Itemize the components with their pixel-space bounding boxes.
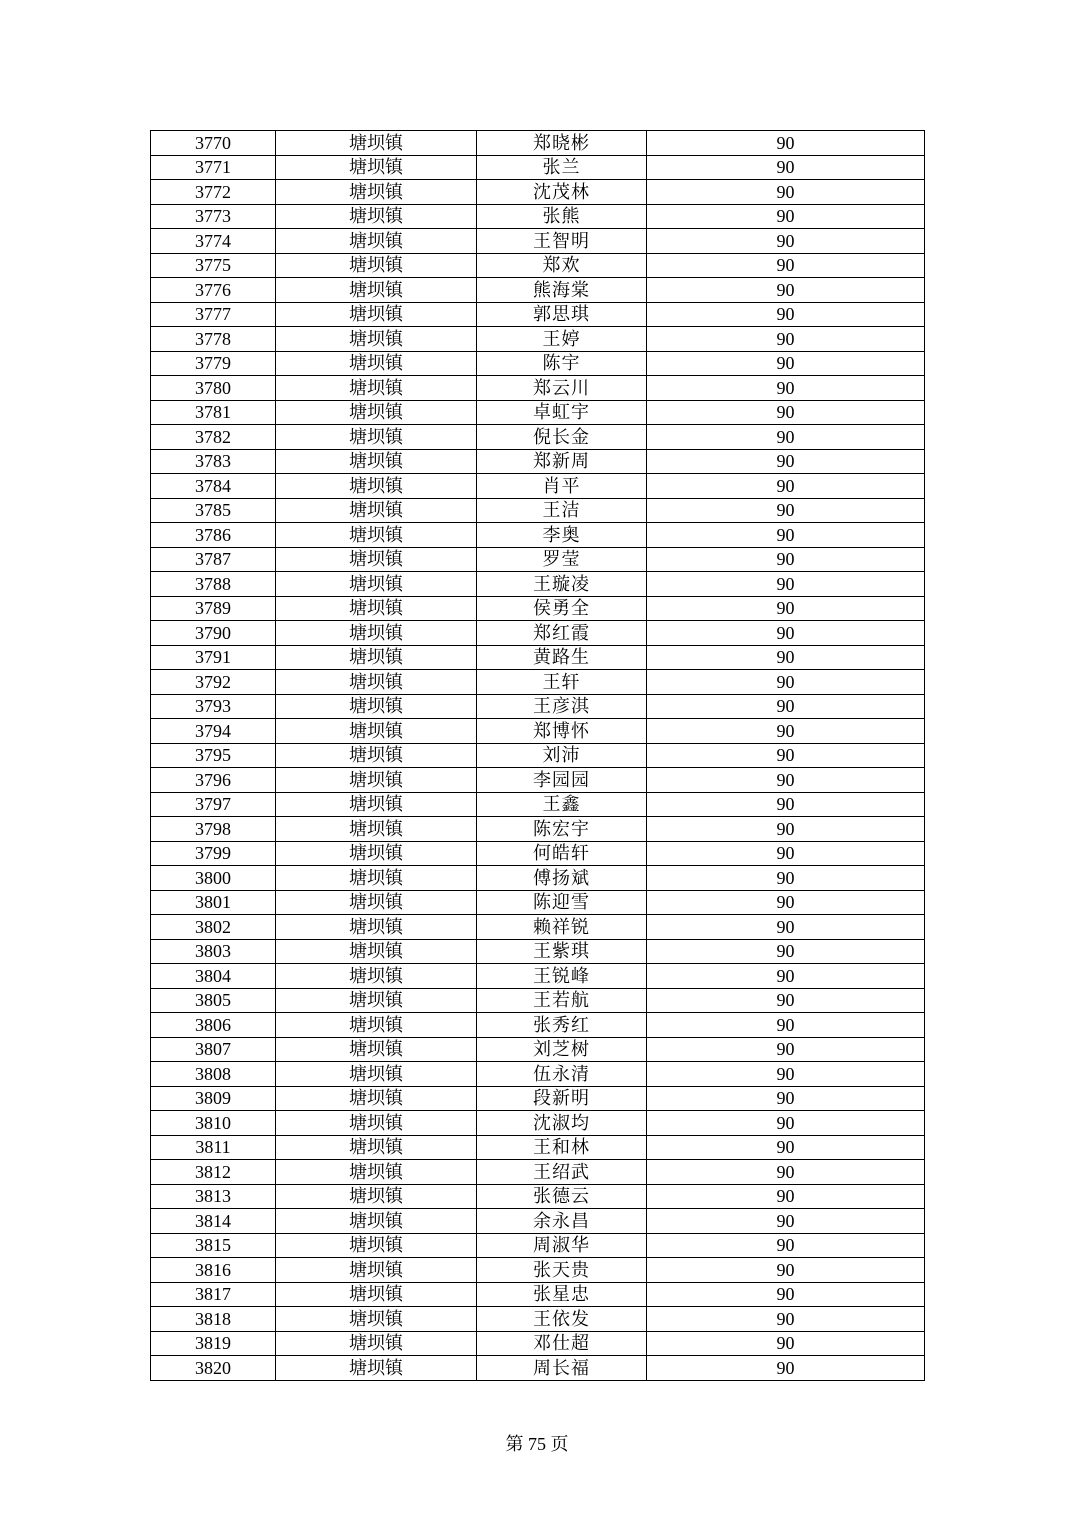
score-cell: 90 xyxy=(647,204,925,229)
town-cell: 塘坝镇 xyxy=(276,841,477,866)
score-cell: 90 xyxy=(647,866,925,891)
town-cell: 塘坝镇 xyxy=(276,670,477,695)
serial-number-cell: 3809 xyxy=(151,1086,276,1111)
town-cell: 塘坝镇 xyxy=(276,1331,477,1356)
name-cell: 郑新周 xyxy=(477,449,647,474)
town-cell: 塘坝镇 xyxy=(276,939,477,964)
name-cell: 卓虹宇 xyxy=(477,400,647,425)
town-cell: 塘坝镇 xyxy=(276,449,477,474)
table-row xyxy=(151,915,925,940)
serial-number-cell: 3802 xyxy=(151,915,276,940)
name-cell: 王洁 xyxy=(477,498,647,523)
serial-number-cell: 3816 xyxy=(151,1258,276,1283)
serial-number-cell: 3819 xyxy=(151,1331,276,1356)
table-row xyxy=(151,621,925,646)
serial-number-cell: 3806 xyxy=(151,1013,276,1038)
table-row xyxy=(151,1135,925,1160)
serial-number-cell: 3800 xyxy=(151,866,276,891)
town-cell: 塘坝镇 xyxy=(276,1233,477,1258)
name-cell: 熊海棠 xyxy=(477,278,647,303)
score-cell: 90 xyxy=(647,376,925,401)
name-cell: 沈淑均 xyxy=(477,1111,647,1136)
town-cell: 塘坝镇 xyxy=(276,1086,477,1111)
serial-number-cell: 3801 xyxy=(151,890,276,915)
town-cell: 塘坝镇 xyxy=(276,474,477,499)
serial-number-cell: 3813 xyxy=(151,1184,276,1209)
town-cell: 塘坝镇 xyxy=(276,498,477,523)
score-cell: 90 xyxy=(647,645,925,670)
score-cell: 90 xyxy=(647,425,925,450)
score-cell: 90 xyxy=(647,694,925,719)
name-cell: 李奥 xyxy=(477,523,647,548)
serial-number-cell: 3815 xyxy=(151,1233,276,1258)
score-cell: 90 xyxy=(647,621,925,646)
name-cell: 李园园 xyxy=(477,768,647,793)
serial-number-cell: 3807 xyxy=(151,1037,276,1062)
town-cell: 塘坝镇 xyxy=(276,866,477,891)
town-cell: 塘坝镇 xyxy=(276,1062,477,1087)
serial-number-cell: 3820 xyxy=(151,1356,276,1381)
name-cell: 郭思琪 xyxy=(477,302,647,327)
table-row xyxy=(151,645,925,670)
town-cell: 塘坝镇 xyxy=(276,1135,477,1160)
town-cell: 塘坝镇 xyxy=(276,180,477,205)
serial-number-cell: 3796 xyxy=(151,768,276,793)
name-cell: 张熊 xyxy=(477,204,647,229)
name-cell: 郑红霞 xyxy=(477,621,647,646)
table-row xyxy=(151,474,925,499)
table-row xyxy=(151,425,925,450)
score-cell: 90 xyxy=(647,1356,925,1381)
score-cell: 90 xyxy=(647,719,925,744)
score-cell: 90 xyxy=(647,670,925,695)
serial-number-cell: 3810 xyxy=(151,1111,276,1136)
score-cell: 90 xyxy=(647,1086,925,1111)
score-cell: 90 xyxy=(647,915,925,940)
town-cell: 塘坝镇 xyxy=(276,1356,477,1381)
name-cell: 陈宏宇 xyxy=(477,817,647,842)
score-cell: 90 xyxy=(647,1111,925,1136)
table-row xyxy=(151,1307,925,1332)
score-cell: 90 xyxy=(647,939,925,964)
table-row xyxy=(151,1062,925,1087)
town-cell: 塘坝镇 xyxy=(276,400,477,425)
name-cell: 傅扬斌 xyxy=(477,866,647,891)
table-row xyxy=(151,1282,925,1307)
name-cell: 段新明 xyxy=(477,1086,647,1111)
serial-number-cell: 3805 xyxy=(151,988,276,1013)
table-row xyxy=(151,1356,925,1381)
table-row xyxy=(151,253,925,278)
serial-number-cell: 3798 xyxy=(151,817,276,842)
table-row xyxy=(151,1111,925,1136)
serial-number-cell: 3779 xyxy=(151,351,276,376)
town-cell: 塘坝镇 xyxy=(276,645,477,670)
score-cell: 90 xyxy=(647,1331,925,1356)
name-cell: 沈茂林 xyxy=(477,180,647,205)
serial-number-cell: 3795 xyxy=(151,743,276,768)
table-row xyxy=(151,890,925,915)
name-cell: 郑晓彬 xyxy=(477,131,647,156)
table-row xyxy=(151,1233,925,1258)
table-row xyxy=(151,670,925,695)
table-row xyxy=(151,596,925,621)
table-row xyxy=(151,694,925,719)
town-cell: 塘坝镇 xyxy=(276,1282,477,1307)
serial-number-cell: 3789 xyxy=(151,596,276,621)
table-row xyxy=(151,327,925,352)
name-cell: 陈宇 xyxy=(477,351,647,376)
score-cell: 90 xyxy=(647,792,925,817)
town-cell: 塘坝镇 xyxy=(276,376,477,401)
table-row xyxy=(151,400,925,425)
score-cell: 90 xyxy=(647,1233,925,1258)
name-cell: 王若航 xyxy=(477,988,647,1013)
serial-number-cell: 3787 xyxy=(151,547,276,572)
serial-number-cell: 3784 xyxy=(151,474,276,499)
town-cell: 塘坝镇 xyxy=(276,1258,477,1283)
town-cell: 塘坝镇 xyxy=(276,915,477,940)
name-cell: 郑云川 xyxy=(477,376,647,401)
name-cell: 何皓轩 xyxy=(477,841,647,866)
town-cell: 塘坝镇 xyxy=(276,229,477,254)
serial-number-cell: 3783 xyxy=(151,449,276,474)
town-cell: 塘坝镇 xyxy=(276,1184,477,1209)
town-cell: 塘坝镇 xyxy=(276,1111,477,1136)
name-cell: 王依发 xyxy=(477,1307,647,1332)
table-row xyxy=(151,792,925,817)
table-row xyxy=(151,278,925,303)
name-cell: 张兰 xyxy=(477,155,647,180)
score-cell: 90 xyxy=(647,523,925,548)
serial-number-cell: 3812 xyxy=(151,1160,276,1185)
table-row xyxy=(151,351,925,376)
score-cell: 90 xyxy=(647,1013,925,1038)
serial-number-cell: 3817 xyxy=(151,1282,276,1307)
town-cell: 塘坝镇 xyxy=(276,719,477,744)
serial-number-cell: 3774 xyxy=(151,229,276,254)
town-cell: 塘坝镇 xyxy=(276,1013,477,1038)
serial-number-cell: 3785 xyxy=(151,498,276,523)
name-cell: 黄路生 xyxy=(477,645,647,670)
name-cell: 周长福 xyxy=(477,1356,647,1381)
score-cell: 90 xyxy=(647,229,925,254)
serial-number-cell: 3790 xyxy=(151,621,276,646)
score-cell: 90 xyxy=(647,547,925,572)
town-cell: 塘坝镇 xyxy=(276,792,477,817)
name-cell: 刘沛 xyxy=(477,743,647,768)
table-row xyxy=(151,131,925,156)
serial-number-cell: 3777 xyxy=(151,302,276,327)
score-cell: 90 xyxy=(647,841,925,866)
score-cell: 90 xyxy=(647,327,925,352)
serial-number-cell: 3814 xyxy=(151,1209,276,1234)
town-cell: 塘坝镇 xyxy=(276,1037,477,1062)
serial-number-cell: 3794 xyxy=(151,719,276,744)
page-number: 第 75 页 xyxy=(505,1434,569,1454)
table-row xyxy=(151,1331,925,1356)
serial-number-cell: 3803 xyxy=(151,939,276,964)
table-row xyxy=(151,449,925,474)
name-cell: 周淑华 xyxy=(477,1233,647,1258)
name-cell: 张星忠 xyxy=(477,1282,647,1307)
records-table-body xyxy=(151,131,925,1381)
serial-number-cell: 3799 xyxy=(151,841,276,866)
table-row xyxy=(151,229,925,254)
score-cell: 90 xyxy=(647,988,925,1013)
town-cell: 塘坝镇 xyxy=(276,596,477,621)
score-cell: 90 xyxy=(647,1209,925,1234)
name-cell: 王绍武 xyxy=(477,1160,647,1185)
name-cell: 张天贵 xyxy=(477,1258,647,1283)
table-row xyxy=(151,743,925,768)
score-cell: 90 xyxy=(647,1184,925,1209)
table-row xyxy=(151,572,925,597)
table-row xyxy=(151,204,925,229)
name-cell: 肖平 xyxy=(477,474,647,499)
serial-number-cell: 3811 xyxy=(151,1135,276,1160)
score-cell: 90 xyxy=(647,400,925,425)
serial-number-cell: 3786 xyxy=(151,523,276,548)
score-cell: 90 xyxy=(647,302,925,327)
score-cell: 90 xyxy=(647,743,925,768)
table-row xyxy=(151,180,925,205)
serial-number-cell: 3770 xyxy=(151,131,276,156)
score-cell: 90 xyxy=(647,1037,925,1062)
table-row xyxy=(151,523,925,548)
table-row xyxy=(151,1037,925,1062)
name-cell: 王彦淇 xyxy=(477,694,647,719)
town-cell: 塘坝镇 xyxy=(276,302,477,327)
table-row xyxy=(151,768,925,793)
table-row xyxy=(151,719,925,744)
town-cell: 塘坝镇 xyxy=(276,253,477,278)
name-cell: 张秀红 xyxy=(477,1013,647,1038)
town-cell: 塘坝镇 xyxy=(276,890,477,915)
name-cell: 陈迎雪 xyxy=(477,890,647,915)
town-cell: 塘坝镇 xyxy=(276,547,477,572)
serial-number-cell: 3791 xyxy=(151,645,276,670)
score-cell: 90 xyxy=(647,890,925,915)
name-cell: 邓仕超 xyxy=(477,1331,647,1356)
score-cell: 90 xyxy=(647,1282,925,1307)
serial-number-cell: 3804 xyxy=(151,964,276,989)
serial-number-cell: 3776 xyxy=(151,278,276,303)
table-row xyxy=(151,964,925,989)
score-cell: 90 xyxy=(647,131,925,156)
name-cell: 郑博怀 xyxy=(477,719,647,744)
name-cell: 赖祥锐 xyxy=(477,915,647,940)
town-cell: 塘坝镇 xyxy=(276,523,477,548)
score-cell: 90 xyxy=(647,768,925,793)
score-cell: 90 xyxy=(647,474,925,499)
score-cell: 90 xyxy=(647,1160,925,1185)
town-cell: 塘坝镇 xyxy=(276,817,477,842)
score-cell: 90 xyxy=(647,1307,925,1332)
name-cell: 王智明 xyxy=(477,229,647,254)
town-cell: 塘坝镇 xyxy=(276,327,477,352)
score-cell: 90 xyxy=(647,596,925,621)
town-cell: 塘坝镇 xyxy=(276,964,477,989)
town-cell: 塘坝镇 xyxy=(276,1209,477,1234)
serial-number-cell: 3772 xyxy=(151,180,276,205)
name-cell: 侯勇全 xyxy=(477,596,647,621)
table-row xyxy=(151,1258,925,1283)
table-row xyxy=(151,988,925,1013)
table-row xyxy=(151,1086,925,1111)
name-cell: 王轩 xyxy=(477,670,647,695)
name-cell: 王婷 xyxy=(477,327,647,352)
serial-number-cell: 3775 xyxy=(151,253,276,278)
score-cell: 90 xyxy=(647,1135,925,1160)
name-cell: 张德云 xyxy=(477,1184,647,1209)
town-cell: 塘坝镇 xyxy=(276,1160,477,1185)
town-cell: 塘坝镇 xyxy=(276,131,477,156)
score-cell: 90 xyxy=(647,180,925,205)
town-cell: 塘坝镇 xyxy=(276,155,477,180)
serial-number-cell: 3797 xyxy=(151,792,276,817)
score-cell: 90 xyxy=(647,253,925,278)
name-cell: 余永昌 xyxy=(477,1209,647,1234)
serial-number-cell: 3771 xyxy=(151,155,276,180)
table-row xyxy=(151,547,925,572)
table-row xyxy=(151,1013,925,1038)
name-cell: 刘芝树 xyxy=(477,1037,647,1062)
name-cell: 罗莹 xyxy=(477,547,647,572)
serial-number-cell: 3782 xyxy=(151,425,276,450)
town-cell: 塘坝镇 xyxy=(276,694,477,719)
table-row xyxy=(151,376,925,401)
name-cell: 王锐峰 xyxy=(477,964,647,989)
serial-number-cell: 3808 xyxy=(151,1062,276,1087)
table-row xyxy=(151,1160,925,1185)
score-cell: 90 xyxy=(647,1062,925,1087)
table-row xyxy=(151,1209,925,1234)
name-cell: 王和林 xyxy=(477,1135,647,1160)
town-cell: 塘坝镇 xyxy=(276,988,477,1013)
name-cell: 郑欢 xyxy=(477,253,647,278)
town-cell: 塘坝镇 xyxy=(276,743,477,768)
score-cell: 90 xyxy=(647,964,925,989)
score-cell: 90 xyxy=(647,351,925,376)
town-cell: 塘坝镇 xyxy=(276,425,477,450)
score-cell: 90 xyxy=(647,278,925,303)
score-cell: 90 xyxy=(647,1258,925,1283)
town-cell: 塘坝镇 xyxy=(276,278,477,303)
score-cell: 90 xyxy=(647,155,925,180)
town-cell: 塘坝镇 xyxy=(276,768,477,793)
serial-number-cell: 3818 xyxy=(151,1307,276,1332)
table-row xyxy=(151,841,925,866)
table-row xyxy=(151,866,925,891)
score-cell: 90 xyxy=(647,498,925,523)
score-cell: 90 xyxy=(647,572,925,597)
name-cell: 王紫琪 xyxy=(477,939,647,964)
table-row xyxy=(151,1184,925,1209)
serial-number-cell: 3788 xyxy=(151,572,276,597)
serial-number-cell: 3792 xyxy=(151,670,276,695)
serial-number-cell: 3781 xyxy=(151,400,276,425)
serial-number-cell: 3773 xyxy=(151,204,276,229)
score-cell: 90 xyxy=(647,449,925,474)
table-row xyxy=(151,302,925,327)
table-row xyxy=(151,817,925,842)
name-cell: 倪长金 xyxy=(477,425,647,450)
serial-number-cell: 3778 xyxy=(151,327,276,352)
records-table xyxy=(150,130,925,1381)
town-cell: 塘坝镇 xyxy=(276,204,477,229)
serial-number-cell: 3780 xyxy=(151,376,276,401)
score-cell: 90 xyxy=(647,817,925,842)
table-row xyxy=(151,939,925,964)
town-cell: 塘坝镇 xyxy=(276,572,477,597)
town-cell: 塘坝镇 xyxy=(276,621,477,646)
town-cell: 塘坝镇 xyxy=(276,351,477,376)
town-cell: 塘坝镇 xyxy=(276,1307,477,1332)
table-row xyxy=(151,155,925,180)
name-cell: 王鑫 xyxy=(477,792,647,817)
name-cell: 伍永清 xyxy=(477,1062,647,1087)
table-row xyxy=(151,498,925,523)
name-cell: 王璇凌 xyxy=(477,572,647,597)
serial-number-cell: 3793 xyxy=(151,694,276,719)
